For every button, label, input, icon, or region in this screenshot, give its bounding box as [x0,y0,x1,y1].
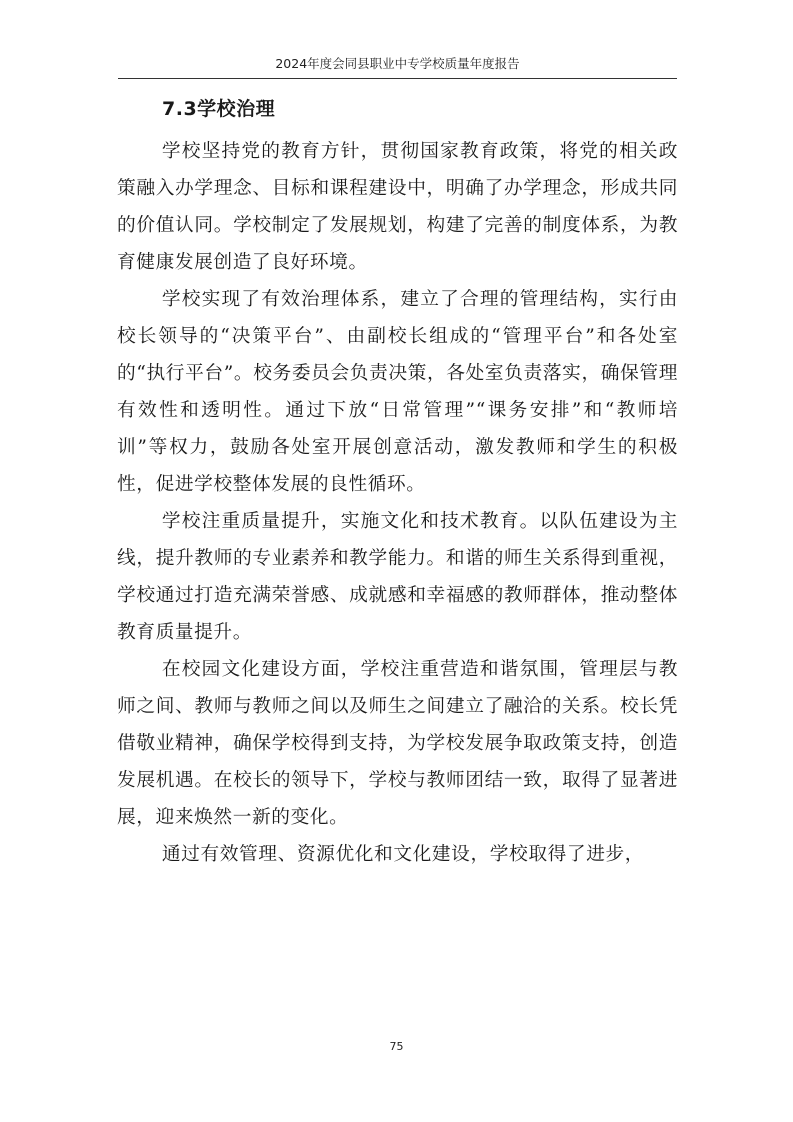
section-title: 7.3学校治理 [162,98,276,120]
paragraph: 通过有效管理、资源优化和文化建设，学校取得了进步， [161,844,645,865]
paragraph: 在校园文化建设方面，学校注重营造和谐氛围，管理层与教师之间、教师与教师之间以及师生之间建立了融洽的关系。校长凭借敬业精神，确保学校得到支持，为学校发展争取政策支持，创造发展机遇。在校长的领导下，学校与教师团结一致，取得了显著进展，迎来焕然一新的变化。 [117,659,678,828]
header-divider [118,78,677,79]
paragraph: 学校实现了有效治理体系，建立了合理的管理结构，实行由校长领导的“决策平台”、由副校长组成的“管理平台”和各处室的“执行平台”。校务委员会负责决策，各处室负责落实，确保管理有效性和透明性。通过下放“日常管理”“课务安排”和“教师培训”等权力，鼓励各处室开展创意活动，激发教师和学生的积极性，促进学校整体发展的良性循环。 [117,289,678,495]
page-number: 75 [389,1040,404,1053]
page-header: 2024年度会同县职业中专学校质量年度报告 [275,56,520,71]
paragraph: 学校注重质量提升，实施文化和技术教育。以队伍建设为主线，提升教师的专业素养和教学能力。和谐的师生关系得到重视，学校通过打造充满荣誉感、成就感和幸福感的教师群体，推动整体教育质量提升。 [117,511,678,643]
paragraph: 学校坚持党的教育方针，贯彻国家教育政策，将党的相关政策融入办学理念、目标和课程建设中，明确了办学理念，形成共同的价值认同。学校制定了发展规划，构建了完善的制度体系，为教育健康发展创造了良好环境。 [117,141,678,273]
body-text [117,133,678,873]
